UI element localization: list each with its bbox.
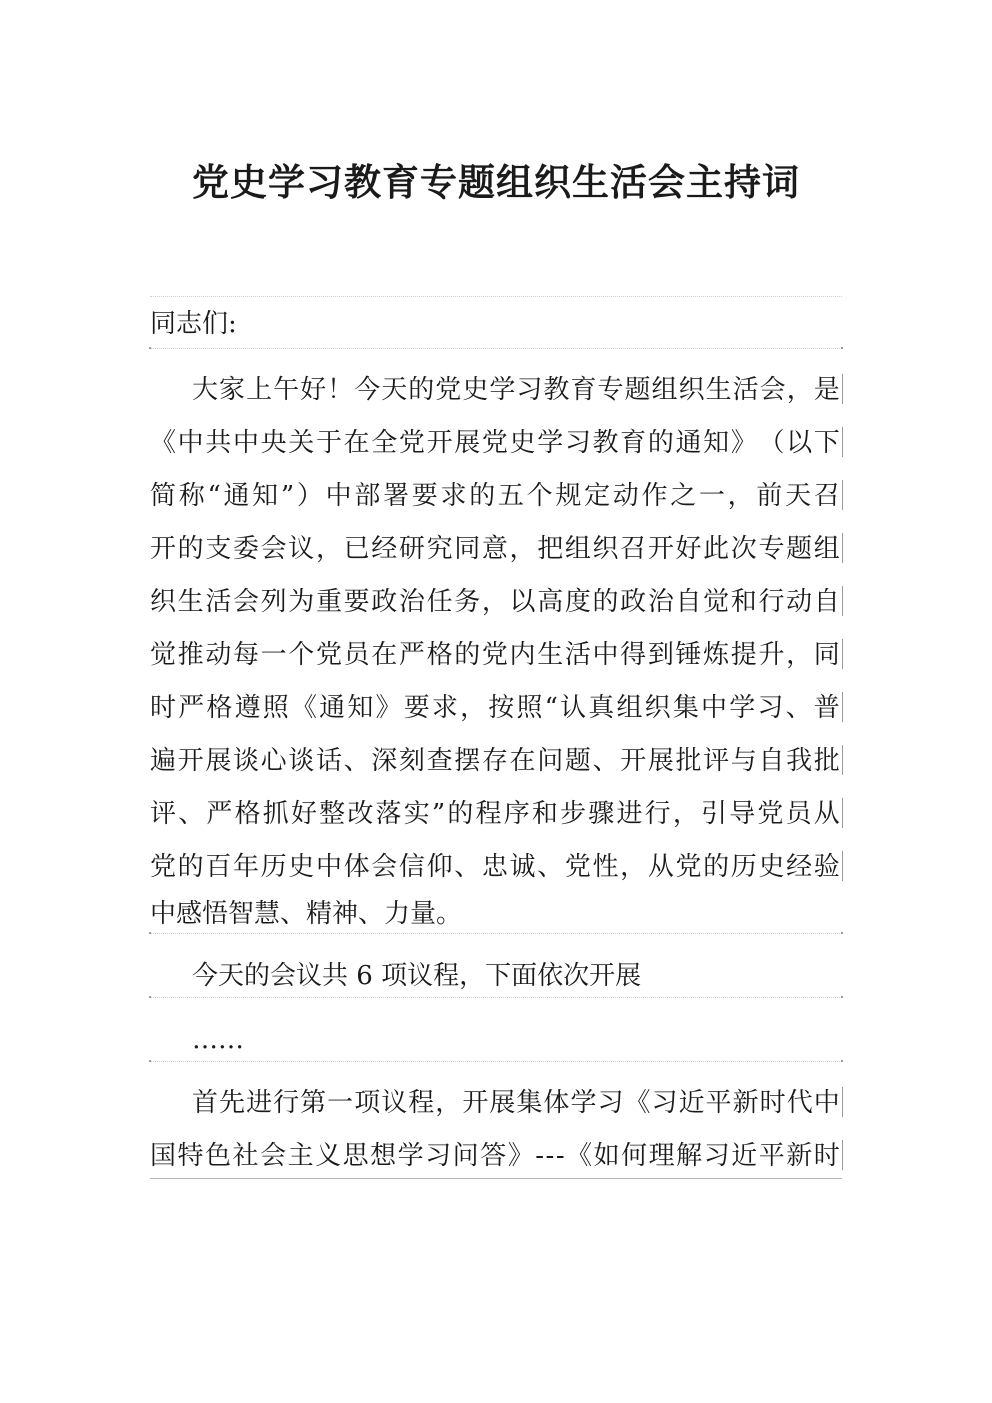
paragraph-line-text: 开 的 支 委 会 议 ， 已 经 研 究 同 意 ， 把 组 织 召 开 好 此 次 专 题 组 [150,534,840,564]
right-margin-bar [842,374,843,404]
cell-corner-mark [149,1060,151,1062]
right-margin-bar [842,480,843,510]
rule-after-paragraph1 [150,933,842,934]
paragraph-1-line-9 [150,798,840,830]
cell-corner-mark [841,347,843,349]
paragraph-1-line-4 [150,533,840,565]
right-margin-bar [842,745,843,775]
paragraph-line-text: 《 中 共 中 央 关 于 在 全 党 开 展 党 史 学 习 教 育 的 通 知 》 （ 以 下 [150,428,840,458]
indent [150,1087,192,1119]
cell-corner-mark [149,996,151,998]
cell-corner-mark [841,1060,843,1062]
paragraph-1-line-6 [150,639,840,671]
paragraph-3-line-2 [150,1140,840,1172]
cell-corner-mark [841,996,843,998]
paragraph-line-text: 首 先 进 行 第 一 项 议 程 ， 开 展 集 体 学 习 《 习 近 平 新 时 代 中 [192,1088,840,1118]
paragraph-1-line-8 [150,745,840,777]
right-margin-bar [842,692,843,722]
paragraph-line-text: 党 的 百 年 历 史 中 体 会 信 仰 、 忠 诚 、 党 性 ， 从 党 的 历 史 经 验 [150,852,840,882]
paragraph-line-text: 觉 推 动 每 一 个 党 员 在 严 格 的 党 内 生 活 中 得 到 锤 炼 提 升 ， 同 [150,640,840,670]
greeting: 同志们: [150,309,237,339]
right-margin-bar [842,851,843,881]
paragraph-line-text: 时 严 格 遵 照 《 通 知 》 要 求 ， 按 照 “ 认 真 组 织 集 中 学 习 、 普 [150,693,840,723]
paragraph-3-line-1 [150,1087,840,1119]
document-title: 党史学习教育专题组织生活会主持词 [192,160,800,204]
right-margin-bar [842,533,843,563]
paragraph-line-text: 遍 开 展 谈 心 谈 话 、 深 刻 查 摆 存 在 问 题 、 开 展 批 评 与 自 我 批 [150,746,840,776]
right-margin-bar [842,586,843,616]
paragraph-line-text: 织 生 活 会 列 为 重 要 政 治 任 务 ， 以 高 度 的 政 治 自 觉 和 行 动 自 [150,587,840,617]
paragraph-line-text: 简 称 “ 通 知 ” ） 中 部 署 要 求 的 五 个 规 定 动 作 之 一 ， 前 天 召 [150,481,840,511]
paragraph-2: 今天的会议共 6 项议程，下面依次开展 [192,961,642,991]
cell-corner-mark [149,347,151,349]
rule-after-greeting [150,348,842,349]
ellipsis: …… [192,1025,244,1055]
rule-bottom [150,1178,842,1179]
paragraph-1-line-3 [150,480,840,512]
rule-after-paragraph2 [150,997,842,998]
right-margin-bar [842,639,843,669]
cell-corner-mark [841,932,843,934]
rule-top [150,296,842,297]
paragraph-line-text: 评 、 严 格 抓 好 整 改 落 实 ” 的 程 序 和 步 骤 进 行 ， 引 导 党 员 从 [150,799,840,829]
paragraph-1-line-7 [150,692,840,724]
paragraph-1-line-2 [150,427,840,459]
cell-corner-mark [149,932,151,934]
paragraph-line-text: 大 家 上 午 好 ！ 今 天 的 党 史 学 习 教 育 专 题 组 织 生 活 会 ， 是 [192,375,840,405]
paragraph-1-line-10 [150,851,840,883]
paragraph-1-line-5 [150,586,840,618]
right-margin-bar [842,427,843,457]
right-margin-bar [842,1087,843,1117]
right-margin-bar [842,1140,843,1170]
indent [150,374,192,406]
paragraph-1-line-11: 中感悟智慧、精神、力量。 [150,899,463,929]
paragraph-line-text: 国 特 色 社 会 主 义 思 想 学 习 问 答 》 - - - 《 如 何 理 解 习 近 平 新 时 [150,1141,840,1171]
paragraph-1-line-1 [150,374,840,406]
right-margin-bar [842,798,843,828]
rule-after-ellipsis [150,1061,842,1062]
